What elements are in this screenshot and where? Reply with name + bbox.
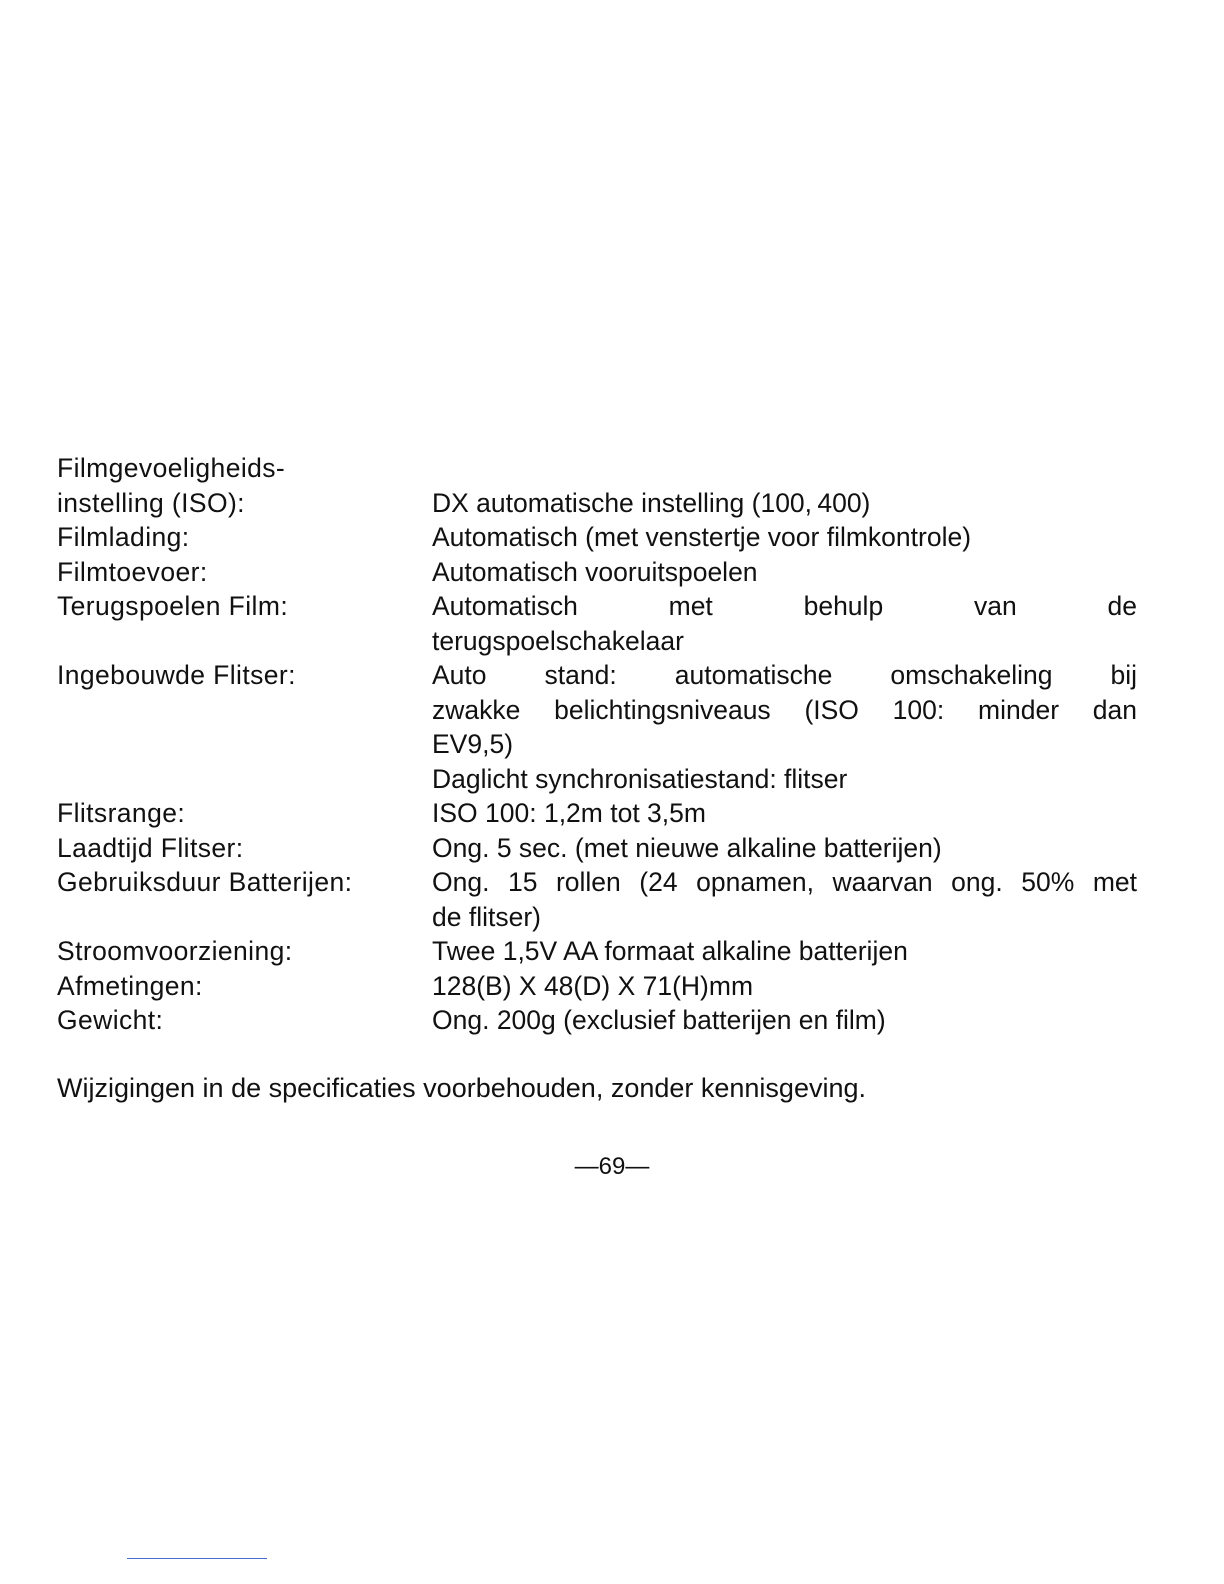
spec-row-battery-life (57, 865, 1137, 934)
spec-value-line: 128(B) X 48(D) X 71(H)mm (432, 970, 754, 1001)
spec-value-line: Daglicht synchronisatiestand: flitser (432, 763, 848, 794)
spec-label: Filmtoevoer: (57, 556, 208, 587)
spec-value (432, 934, 1137, 969)
spec-value-line: zwakke belichtingsniveaus (ISO 100: minder dan (432, 694, 1137, 725)
spec-label: Filmgevoeligheids- (57, 453, 286, 483)
spec-value (432, 451, 1137, 486)
spec-value (432, 486, 1137, 521)
spec-value-line: terugspoelschakelaar (432, 625, 684, 656)
spec-value-line: EV9,5) (432, 729, 514, 759)
spec-row-weight (57, 1003, 1137, 1038)
spec-label: instelling (ISO): (57, 487, 245, 518)
spec-value (432, 831, 1137, 866)
spec-row-film-loading (57, 520, 1137, 555)
spec-label: Afmetingen: (57, 970, 203, 1001)
spec-row-dimensions (57, 969, 1137, 1004)
spec-label: Laadtijd Flitser: (57, 832, 244, 863)
spec-value (432, 658, 1137, 796)
spec-row-film-speed-heading (57, 451, 1137, 486)
spec-row-built-in-flash (57, 658, 1137, 796)
spec-row-flash-recycle-time (57, 831, 1137, 866)
spec-value (432, 555, 1137, 590)
spec-value-line: Ong. 200g (exclusief batterijen en film) (432, 1005, 886, 1035)
spec-row-flash-range (57, 796, 1137, 831)
spec-value (432, 796, 1137, 831)
spec-value-line: Automatisch (met venstertje voor filmkontrole) (432, 522, 972, 552)
spec-value-line: Automatisch met behulp van de (432, 591, 1137, 621)
spec-value (432, 969, 1137, 1004)
spec-label: Gewicht: (57, 1005, 164, 1035)
spec-row-film-speed (57, 486, 1137, 521)
footnote-divider (127, 1558, 267, 1559)
spec-value-line: Automatisch vooruitspoelen (432, 556, 758, 587)
spec-label: Terugspoelen Film: (57, 591, 289, 621)
spec-label: Gebruiksduur Batterijen: (57, 867, 353, 897)
spec-value (432, 589, 1137, 658)
spec-value-line: ISO 100: 1,2m tot 3,5m (432, 798, 706, 828)
spec-row-film-rewind (57, 589, 1137, 658)
spec-label: Stroomvoorziening: (57, 936, 293, 966)
specification-table (57, 451, 1137, 1038)
spec-label: Ingebouwde Flitser: (57, 660, 296, 690)
spec-value-line: DX automatische instelling (100, 400) (432, 487, 871, 518)
spec-value-line: Ong. 5 sec. (met nieuwe alkaline batterijen) (432, 832, 942, 863)
spec-label: Filmlading: (57, 522, 190, 552)
spec-label: Flitsrange: (57, 798, 186, 828)
spec-value-line: de flitser) (432, 901, 541, 932)
spec-value (432, 1003, 1137, 1038)
spec-row-power-supply (57, 934, 1137, 969)
spec-value-line: Auto stand: automatische omschakeling bij (432, 660, 1137, 690)
specification-change-notice: Wijzigingen in de specificaties voorbehouden, zonder kennisgeving. (57, 1073, 866, 1103)
spec-value-line: Twee 1,5V AA formaat alkaline batterijen (432, 936, 908, 966)
spec-value (432, 520, 1137, 555)
page-number: —69— (574, 1153, 650, 1180)
spec-value (432, 865, 1137, 934)
spec-row-film-advance (57, 555, 1137, 590)
spec-value-line: Ong. 15 rollen (24 opnamen, waarvan ong. 50% met (432, 867, 1137, 897)
